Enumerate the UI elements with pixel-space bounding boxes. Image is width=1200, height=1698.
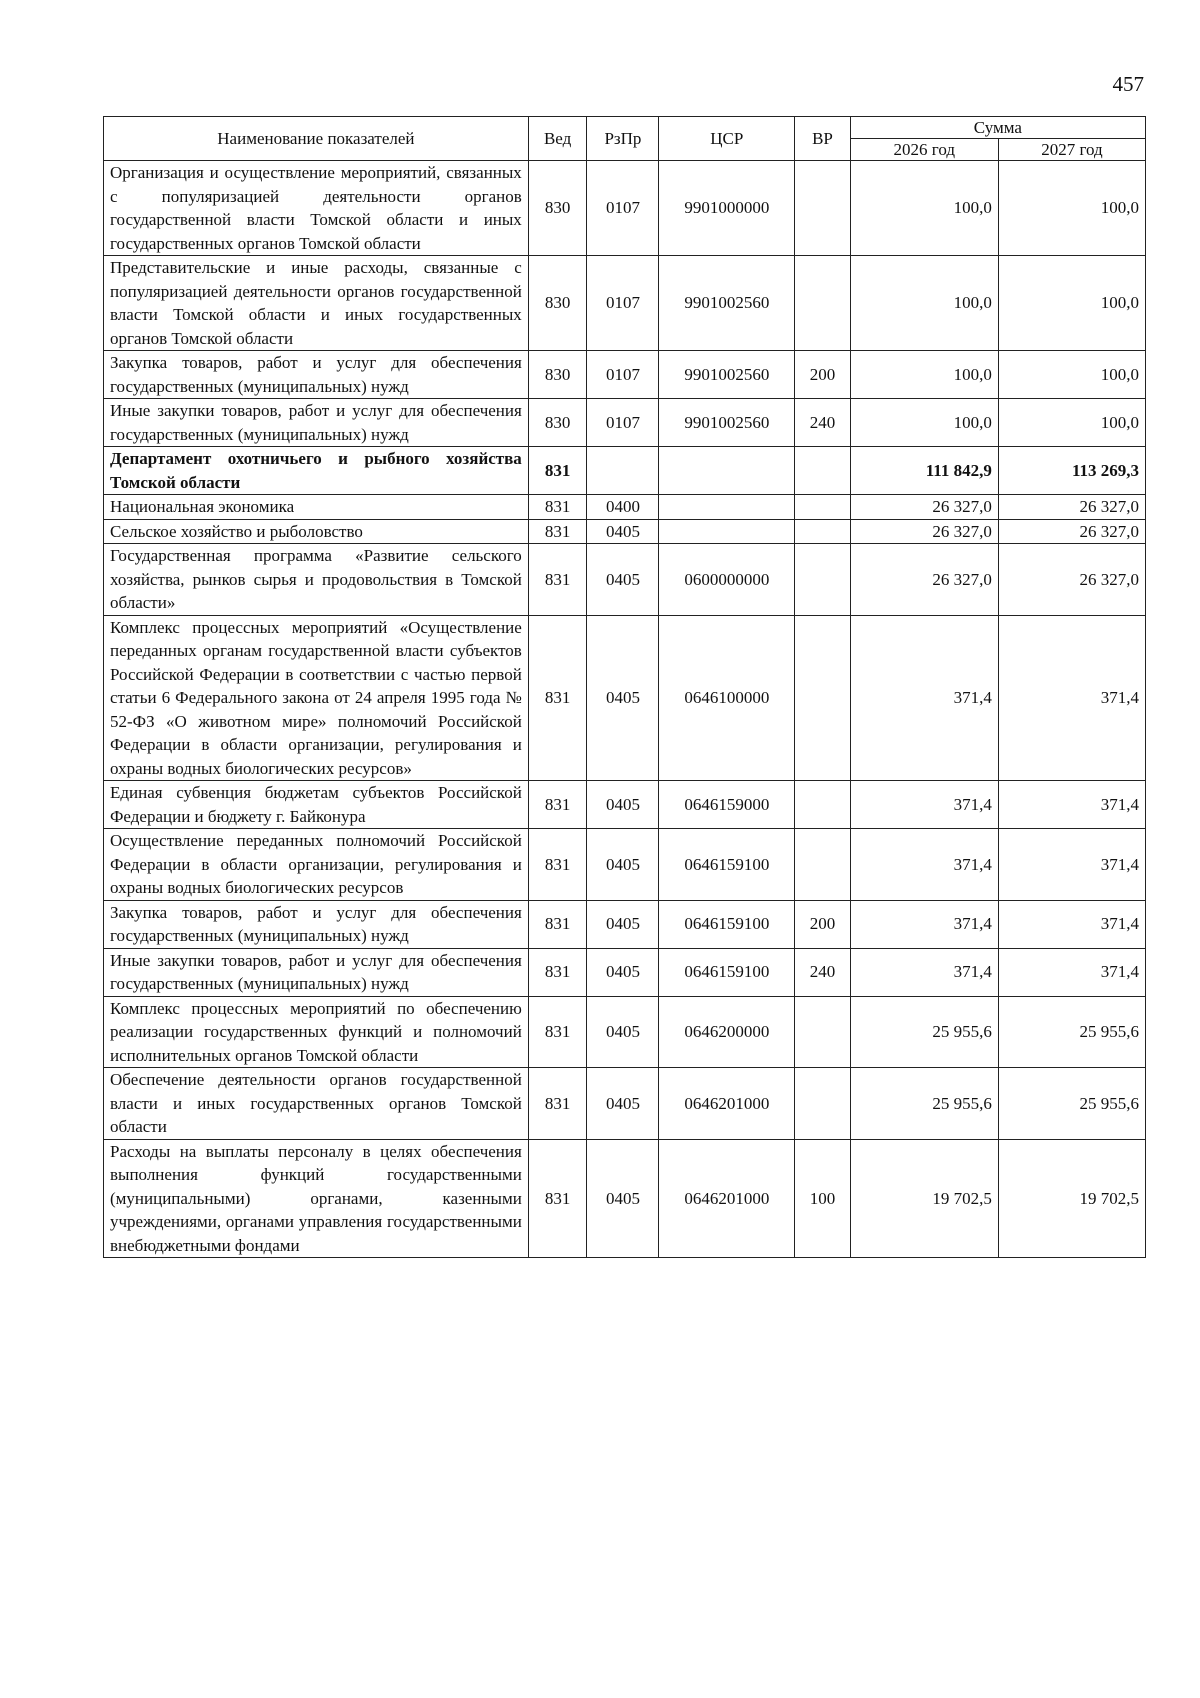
row-csr: 9901002560 xyxy=(659,399,795,447)
row-sum-2026: 26 327,0 xyxy=(850,495,998,520)
row-sum-2026: 25 955,6 xyxy=(850,996,998,1068)
row-name: Сельское хозяйство и рыболовство xyxy=(104,519,529,544)
row-rzpr: 0405 xyxy=(587,1068,659,1140)
row-vr xyxy=(795,996,851,1068)
table-row xyxy=(104,399,1146,447)
table-row xyxy=(104,495,1146,520)
row-csr xyxy=(659,447,795,495)
table-row xyxy=(104,161,1146,256)
table-body xyxy=(104,161,1146,1258)
row-csr: 0646201000 xyxy=(659,1139,795,1258)
row-ved: 830 xyxy=(528,256,587,351)
row-sum-2026: 100,0 xyxy=(850,161,998,256)
row-rzpr xyxy=(587,447,659,495)
table-row xyxy=(104,996,1146,1068)
row-sum-2026: 371,4 xyxy=(850,900,998,948)
row-ved: 831 xyxy=(528,900,587,948)
row-vr: 100 xyxy=(795,1139,851,1258)
row-sum-2027: 100,0 xyxy=(998,256,1145,351)
header-csr: ЦСР xyxy=(659,117,795,161)
row-csr xyxy=(659,519,795,544)
row-vr: 240 xyxy=(795,399,851,447)
row-vr xyxy=(795,447,851,495)
row-csr: 0646201000 xyxy=(659,1068,795,1140)
row-name: Организация и осуществление мероприятий, связанных с популяризацией деятельности органов государственной власти Томской области и иных государственных органов Томской области xyxy=(104,161,529,256)
row-name: Комплекс процессных мероприятий «Осуществление переданных органам государственной власти субъектов Российской Федерации в соответствии с частью первой статьи 6 Федерального закона от 24 апреля 1995 года № 52-ФЗ «О животном мире» полномочий Российской Федерации в области организации, регулирования и охраны водных биологических ресурсов» xyxy=(104,615,529,781)
row-ved: 831 xyxy=(528,829,587,901)
header-name: Наименование показателей xyxy=(104,117,529,161)
row-name: Расходы на выплаты персоналу в целях обеспечения выполнения функций государственными (муниципальными) органами, казенными учреждениями, органами управления государственными внебюджетными фондами xyxy=(104,1139,529,1258)
row-rzpr: 0400 xyxy=(587,495,659,520)
header-vr: ВР xyxy=(795,117,851,161)
row-sum-2026: 371,4 xyxy=(850,948,998,996)
row-csr xyxy=(659,495,795,520)
row-ved: 831 xyxy=(528,495,587,520)
row-sum-2027: 19 702,5 xyxy=(998,1139,1145,1258)
table-row xyxy=(104,1068,1146,1140)
row-rzpr: 0107 xyxy=(587,351,659,399)
row-vr xyxy=(795,1068,851,1140)
row-sum-2027: 371,4 xyxy=(998,781,1145,829)
row-name: Государственная программа «Развитие сельского хозяйства, рынков сырья и продовольствия в Томской области» xyxy=(104,544,529,616)
row-name: Представительские и иные расходы, связанные с популяризацией деятельности органов государственной власти Томской области и иных государственных органов Томской области xyxy=(104,256,529,351)
row-sum-2027: 113 269,3 xyxy=(998,447,1145,495)
row-rzpr: 0405 xyxy=(587,900,659,948)
header-year-2027: 2027 год xyxy=(998,139,1145,161)
row-vr xyxy=(795,495,851,520)
row-ved: 831 xyxy=(528,544,587,616)
row-sum-2027: 100,0 xyxy=(998,351,1145,399)
row-rzpr: 0107 xyxy=(587,399,659,447)
row-name: Комплекс процессных мероприятий по обеспечению реализации государственных функций и полномочий исполнительных органов Томской области xyxy=(104,996,529,1068)
row-name: Обеспечение деятельности органов государственной власти и иных государственных органов Томской области xyxy=(104,1068,529,1140)
row-csr: 0646100000 xyxy=(659,615,795,781)
row-sum-2026: 25 955,6 xyxy=(850,1068,998,1140)
row-sum-2027: 25 955,6 xyxy=(998,1068,1145,1140)
row-sum-2027: 100,0 xyxy=(998,399,1145,447)
row-vr xyxy=(795,256,851,351)
row-ved: 831 xyxy=(528,615,587,781)
row-sum-2027: 371,4 xyxy=(998,615,1145,781)
row-ved: 830 xyxy=(528,161,587,256)
row-ved: 831 xyxy=(528,996,587,1068)
row-rzpr: 0405 xyxy=(587,948,659,996)
row-csr: 0646159100 xyxy=(659,948,795,996)
table-row xyxy=(104,544,1146,616)
row-ved: 831 xyxy=(528,781,587,829)
row-rzpr: 0405 xyxy=(587,829,659,901)
row-csr: 0646159100 xyxy=(659,829,795,901)
budget-table xyxy=(103,116,1146,1258)
table-row xyxy=(104,948,1146,996)
row-sum-2026: 26 327,0 xyxy=(850,544,998,616)
row-sum-2026: 371,4 xyxy=(850,781,998,829)
row-name: Иные закупки товаров, работ и услуг для обеспечения государственных (муниципальных) нужд xyxy=(104,948,529,996)
table-row xyxy=(104,900,1146,948)
row-sum-2026: 371,4 xyxy=(850,615,998,781)
row-rzpr: 0405 xyxy=(587,519,659,544)
row-sum-2027: 371,4 xyxy=(998,900,1145,948)
row-vr xyxy=(795,781,851,829)
row-sum-2027: 26 327,0 xyxy=(998,519,1145,544)
row-csr: 9901002560 xyxy=(659,351,795,399)
header-ved: Вед xyxy=(528,117,587,161)
row-name: Департамент охотничьего и рыбного хозяйства Томской области xyxy=(104,447,529,495)
row-rzpr: 0405 xyxy=(587,996,659,1068)
row-vr: 240 xyxy=(795,948,851,996)
header-sum: Сумма xyxy=(850,117,1145,139)
row-sum-2027: 371,4 xyxy=(998,948,1145,996)
row-sum-2027: 25 955,6 xyxy=(998,996,1145,1068)
row-rzpr: 0107 xyxy=(587,161,659,256)
row-sum-2026: 100,0 xyxy=(850,351,998,399)
row-vr: 200 xyxy=(795,900,851,948)
header-year-2026: 2026 год xyxy=(850,139,998,161)
row-sum-2027: 371,4 xyxy=(998,829,1145,901)
row-sum-2027: 100,0 xyxy=(998,161,1145,256)
row-csr: 0646159000 xyxy=(659,781,795,829)
row-vr xyxy=(795,544,851,616)
row-rzpr: 0405 xyxy=(587,544,659,616)
row-vr xyxy=(795,519,851,544)
row-rzpr: 0405 xyxy=(587,1139,659,1258)
row-ved: 830 xyxy=(528,399,587,447)
row-ved: 831 xyxy=(528,519,587,544)
row-name: Единая субвенция бюджетам субъектов Российской Федерации и бюджету г. Байконура xyxy=(104,781,529,829)
table-row xyxy=(104,615,1146,781)
table-row xyxy=(104,519,1146,544)
row-ved: 831 xyxy=(528,1139,587,1258)
row-csr: 0646159100 xyxy=(659,900,795,948)
row-ved: 831 xyxy=(528,1068,587,1140)
row-sum-2026: 371,4 xyxy=(850,829,998,901)
row-csr: 0600000000 xyxy=(659,544,795,616)
header-rzpr: РзПр xyxy=(587,117,659,161)
row-csr: 9901000000 xyxy=(659,161,795,256)
row-csr: 9901002560 xyxy=(659,256,795,351)
row-vr: 200 xyxy=(795,351,851,399)
row-sum-2026: 19 702,5 xyxy=(850,1139,998,1258)
row-rzpr: 0107 xyxy=(587,256,659,351)
row-sum-2026: 100,0 xyxy=(850,399,998,447)
row-sum-2027: 26 327,0 xyxy=(998,544,1145,616)
row-name: Национальная экономика xyxy=(104,495,529,520)
row-name: Иные закупки товаров, работ и услуг для обеспечения государственных (муниципальных) нужд xyxy=(104,399,529,447)
row-ved: 831 xyxy=(528,948,587,996)
row-sum-2026: 26 327,0 xyxy=(850,519,998,544)
row-name: Закупка товаров, работ и услуг для обеспечения государственных (муниципальных) нужд xyxy=(104,351,529,399)
row-name: Закупка товаров, работ и услуг для обеспечения государственных (муниципальных) нужд xyxy=(104,900,529,948)
row-rzpr: 0405 xyxy=(587,615,659,781)
row-rzpr: 0405 xyxy=(587,781,659,829)
row-sum-2027: 26 327,0 xyxy=(998,495,1145,520)
row-ved: 830 xyxy=(528,351,587,399)
row-sum-2026: 111 842,9 xyxy=(850,447,998,495)
row-csr: 0646200000 xyxy=(659,996,795,1068)
table-row xyxy=(104,781,1146,829)
row-name: Осуществление переданных полномочий Российской Федерации в области организации, регулирования и охраны водных биологических ресурсов xyxy=(104,829,529,901)
table-row xyxy=(104,256,1146,351)
row-vr xyxy=(795,161,851,256)
table-row xyxy=(104,351,1146,399)
table-row xyxy=(104,447,1146,495)
row-ved: 831 xyxy=(528,447,587,495)
page-number: 457 xyxy=(1112,72,1144,96)
row-vr xyxy=(795,829,851,901)
table-row xyxy=(104,1139,1146,1258)
row-sum-2026: 100,0 xyxy=(850,256,998,351)
row-vr xyxy=(795,615,851,781)
table-row xyxy=(104,829,1146,901)
